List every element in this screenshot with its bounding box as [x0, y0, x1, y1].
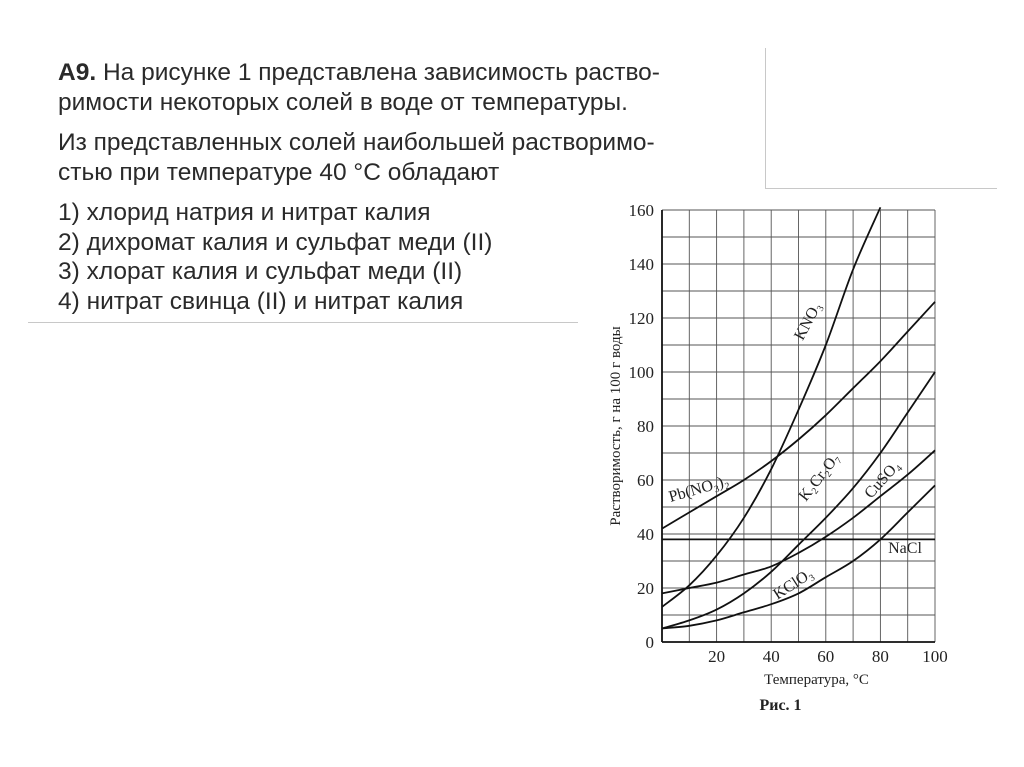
x-tick-label: 40	[762, 647, 780, 666]
question-text-1: На рисунке 1 представлена зависимость раство-	[102, 59, 660, 86]
y-tick-label: 160	[628, 201, 654, 220]
y-axis-label: Растворимость, г на 100 г воды	[608, 326, 624, 526]
series-label-k2cr2o7: K₂Cr₂O₇	[795, 449, 844, 505]
x-tick-label: 20	[708, 647, 726, 666]
answer-option-4[interactable]: 4) нитрат свинца (II) и нитрат калия	[58, 287, 464, 315]
x-axis-label: Температура, °С	[764, 672, 869, 688]
y-tick-label: 140	[628, 255, 654, 274]
y-tick-label: 40	[637, 525, 654, 544]
series-label-kclo3: KClO₃	[770, 565, 817, 604]
x-tick-label: 60	[817, 647, 835, 666]
series-label-kno3: KNO₃	[791, 299, 826, 344]
series-label-pbno32: Pb(NO₃)₂	[666, 472, 732, 506]
y-tick-label: 60	[637, 471, 654, 490]
answer-option-2[interactable]: 2) дихромат калия и сульфат меди (II)	[58, 228, 493, 256]
y-tick-label: 0	[645, 633, 654, 652]
y-tick-label: 80	[637, 417, 654, 436]
answer-option-1[interactable]: 1) хлорид натрия и нитрат калия	[58, 199, 431, 226]
question-text-2: римости некоторых солей в воде от температуры.	[58, 89, 628, 116]
series-label-nacl: NaCl	[888, 539, 922, 557]
answer-option-3[interactable]: 3) хлорат калия и сульфат меди (II)	[58, 258, 463, 285]
question-number: А9.	[58, 59, 97, 86]
y-tick-label: 100	[628, 363, 654, 382]
x-tick-label: 80	[871, 647, 889, 666]
series-label-cuso4: CuSO₄	[861, 457, 904, 502]
y-tick-label: 120	[628, 309, 654, 328]
x-tick-label: 100	[922, 647, 948, 666]
y-tick-label: 20	[637, 579, 654, 598]
figure-caption: Рис. 1	[759, 697, 802, 714]
question-text-4: стью при температуре 40 °С обладают	[58, 159, 500, 186]
question-text-3: Из представленных солей наибольшей растворимо-	[58, 129, 655, 156]
